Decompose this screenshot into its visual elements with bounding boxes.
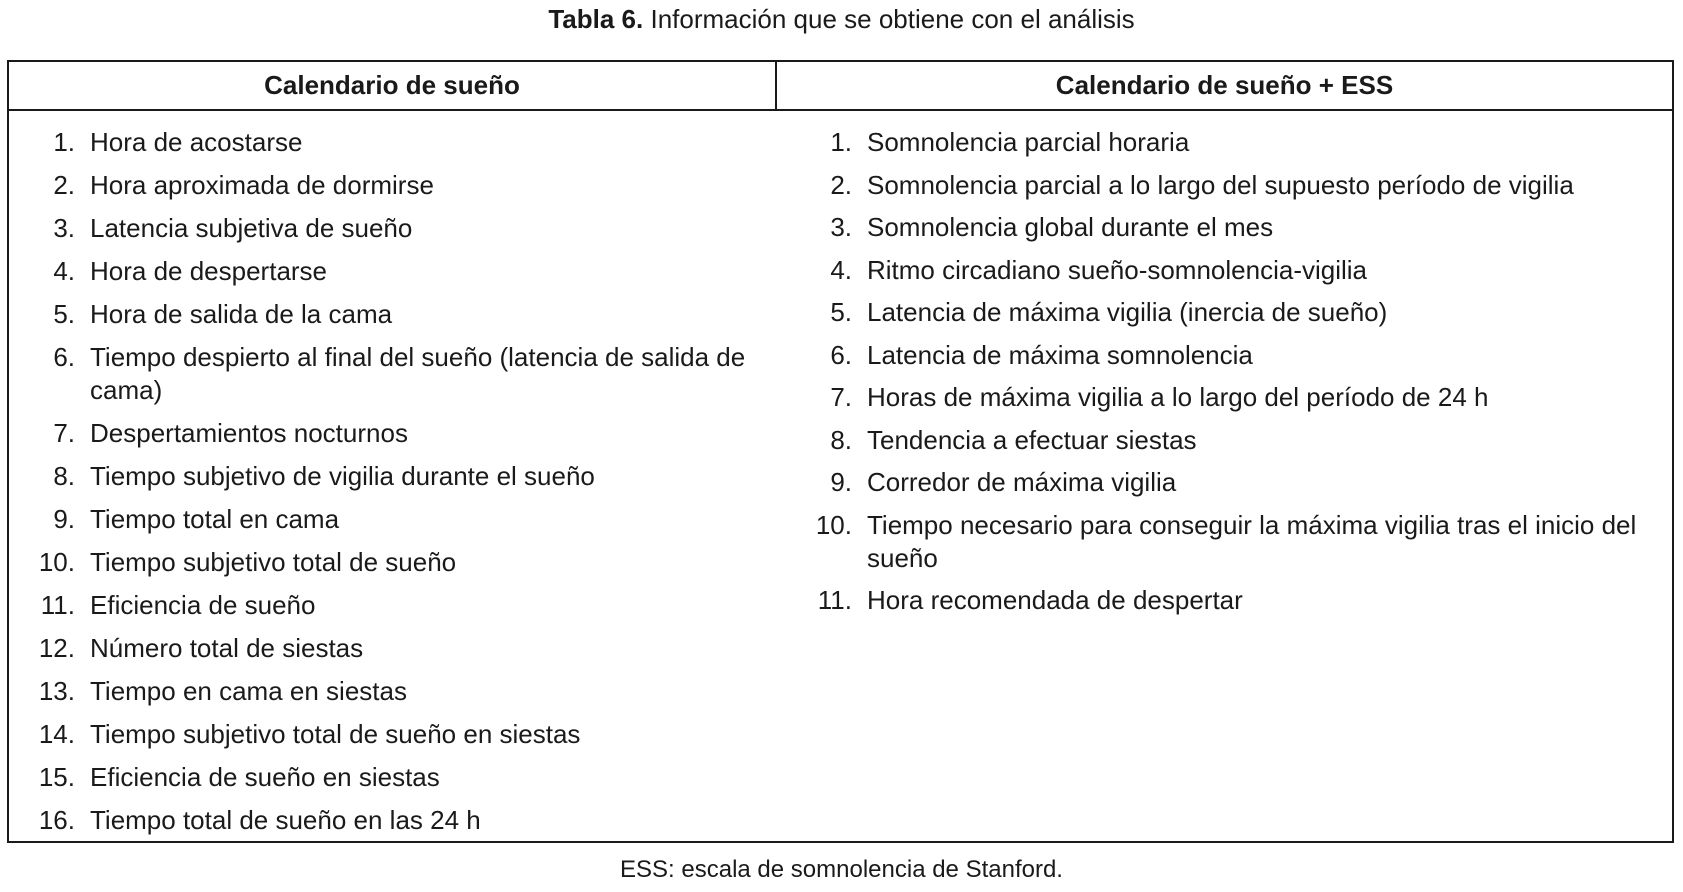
list-item-number: 9. — [830, 467, 852, 497]
list-item — [801, 509, 1663, 575]
header-sleep-calendar: Calendario de sueño — [9, 62, 777, 109]
list-item-text: Ritmo circadiano sueño-somnolencia-vigilia — [867, 254, 1368, 285]
list-item-text: Somnolencia parcial a lo largo del supuesto período de vigilia — [867, 169, 1574, 200]
list-item-number: 3. — [830, 212, 852, 242]
list-item-number: 10. — [38, 547, 75, 577]
list-item-text: Tiempo total en cama — [90, 504, 340, 534]
list-item — [801, 211, 1663, 244]
list-item — [801, 381, 1663, 414]
caption-text: Información que se obtiene con el análisis — [650, 4, 1135, 34]
list-item-number: 8. — [830, 424, 852, 455]
table-footnote: ESS: escala de somnolencia de Stanford. — [620, 856, 1063, 883]
list-item-number: 5. — [53, 299, 75, 329]
list-item-number: 8. — [53, 461, 75, 491]
list-item-text: Despertamientos nocturnos — [90, 418, 408, 448]
list-item — [801, 126, 1663, 159]
list-item-text: Hora de despertarse — [90, 256, 328, 286]
list-item-number: 10. — [815, 509, 852, 540]
list-item-text: Latencia subjetiva de sueño — [90, 213, 413, 243]
list-item-text: Tiempo despierto al final del sueño (latencia de salida de cama) — [90, 342, 746, 405]
list-item-text: Tiempo subjetivo total de sueño en siestas — [90, 719, 581, 749]
list-item-number: 16. — [38, 805, 75, 835]
table-header-row — [9, 62, 1672, 111]
list-item — [24, 804, 769, 837]
list-item — [24, 761, 769, 794]
list-item — [24, 718, 769, 751]
list-item-number: 12. — [38, 633, 75, 663]
caption-label: Tabla 6. — [548, 4, 644, 34]
list-item — [24, 417, 769, 450]
list-item-text: Tiempo subjetivo de vigilia durante el sueño — [90, 461, 595, 491]
header-sleep-calendar-ess: Calendario de sueño + ESS — [1055, 70, 1394, 100]
sleep-calendar-list — [24, 126, 769, 837]
list-item-text: Corredor de máxima vigilia — [867, 467, 1177, 497]
list-item — [24, 126, 769, 159]
list-item — [24, 341, 769, 407]
list-item-number: 3. — [53, 213, 75, 243]
list-item-number: 7. — [53, 418, 75, 448]
list-item — [24, 169, 769, 202]
list-item-number: 14. — [38, 719, 75, 749]
list-item-text: Hora aproximada de dormirse — [90, 170, 434, 200]
list-item-text: Eficiencia de sueño en siestas — [90, 762, 440, 792]
list-item-text: Tiempo necesario para conseguir la máxima vigilia tras el inicio del sueño — [867, 509, 1637, 573]
list-item — [801, 169, 1663, 202]
list-item — [24, 255, 769, 288]
list-item — [24, 503, 769, 536]
list-item-number: 1. — [830, 127, 852, 157]
list-item-number: 11. — [817, 585, 852, 615]
list-item-text: Latencia de máxima somnolencia — [867, 339, 1253, 370]
list-item-number: 11. — [40, 590, 75, 620]
list-item-text: Tiempo total de sueño en las 24 h — [90, 805, 481, 835]
list-item-text: Latencia de máxima vigilia (inercia de sueño) — [867, 297, 1388, 327]
sleep-calendar-ess-list — [801, 126, 1663, 617]
list-item-text: Tiempo subjetivo total de sueño — [90, 547, 457, 577]
list-item — [801, 424, 1663, 457]
list-item-text: Somnolencia global durante el mes — [867, 212, 1274, 242]
list-item-number: 9. — [53, 504, 75, 534]
list-item — [24, 675, 769, 708]
list-item-number: 7. — [830, 382, 852, 412]
list-item-number: 2. — [53, 170, 75, 200]
list-item — [24, 212, 769, 245]
info-table — [7, 60, 1674, 843]
list-item-text: Número total de siestas — [90, 633, 364, 663]
list-item-text: Tendencia a efectuar siestas — [867, 424, 1197, 455]
list-item-text: Tiempo en cama en siestas — [90, 676, 407, 706]
left-column — [24, 126, 769, 847]
list-item — [801, 339, 1663, 372]
list-item-text: Somnolencia parcial horaria — [867, 127, 1190, 157]
list-item-number: 5. — [830, 297, 852, 327]
list-item-text: Hora de acostarse — [90, 127, 303, 157]
list-item-number: 13. — [38, 676, 75, 706]
list-item-text: Hora de salida de la cama — [90, 299, 393, 329]
list-item-number: 1. — [53, 127, 75, 157]
list-item-number: 6. — [830, 339, 852, 370]
list-item — [801, 254, 1663, 287]
list-item-number: 2. — [830, 169, 852, 200]
list-item-text: Eficiencia de sueño — [90, 590, 316, 620]
list-item — [24, 632, 769, 665]
list-item-number: 4. — [830, 254, 852, 285]
list-item-number: 4. — [53, 256, 75, 286]
list-item — [24, 460, 769, 493]
list-item — [801, 584, 1663, 617]
list-item — [801, 466, 1663, 499]
list-item — [24, 298, 769, 331]
list-item-number: 15. — [38, 762, 75, 792]
list-item — [801, 296, 1663, 329]
list-item — [24, 589, 769, 622]
list-item — [24, 546, 769, 579]
list-item-number: 6. — [53, 342, 75, 372]
table-caption — [0, 0, 1683, 38]
right-column — [801, 126, 1663, 627]
list-item-text: Horas de máxima vigilia a lo largo del período de 24 h — [867, 382, 1489, 412]
list-item-text: Hora recomendada de despertar — [867, 585, 1243, 615]
